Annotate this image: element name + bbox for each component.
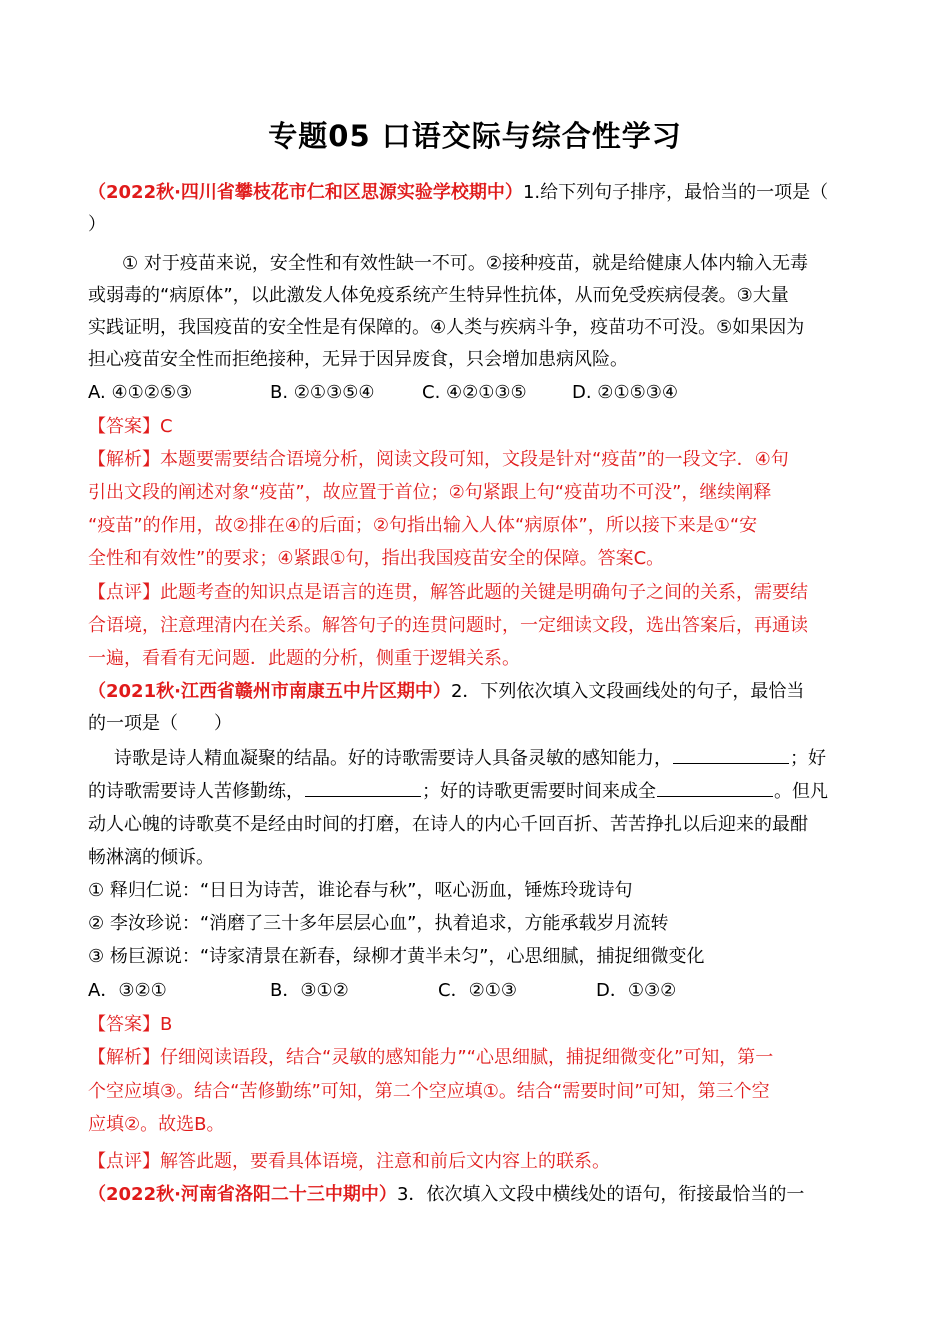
q3-source: （2022秋·河南省洛阳二十三中期中） <box>88 1184 397 1205</box>
q2-comment: 【点评】解答此题，要看具体语境，注意和前后文内容上的联系。 <box>88 1151 610 1172</box>
q2-para-line <box>114 744 826 774</box>
q2-option-a: A．③②① <box>88 980 167 1001</box>
q2-para-text: ；好的诗歌更需要时间来成全 <box>422 781 656 802</box>
q2-stem-cont: 的一项是（ ） <box>88 713 232 734</box>
q3-stem: 3．依次填入文段中横线处的语句，衔接最恰当的一 <box>396 1184 805 1205</box>
q2-option-b: B．③①② <box>270 980 349 1001</box>
q2-para-text: 的诗歌需要诗人苦修勤练， <box>88 781 304 802</box>
q1-option-b: B. ②①③⑤④ <box>270 382 375 403</box>
q2-option-c: C．②①③ <box>438 980 517 1001</box>
q2-para-line: 动人心魄的诗歌莫不是经由时间的打磨，在诗人的内心千回百折、苦苦挣扎以后迎来的最酣 <box>88 814 808 835</box>
q1-source: （2022秋·四川省攀枝花市仁和区思源实验学校期中） <box>88 182 523 203</box>
q1-analysis-line: 【解析】本题要需要结合语境分析，阅读文段可知，文段是针对“疫苗”的一段文字．④句 <box>88 449 789 470</box>
q1-comment-line: 合语境，注意理清内在关系。解答句子的连贯问题时，一定细读文段，选出答案后，再通读 <box>88 615 808 636</box>
q2-item: ③ 杨巨源说：“诗家清景在新春，绿柳才黄半未匀”，心思细腻，捕捉细微变化 <box>88 946 705 967</box>
q1-para-line: ① 对于疫苗来说，安全性和有效性缺一不可。②接种疫苗，就是给健康人体内输入无毒 <box>122 253 808 274</box>
q1-para-line: 或弱毒的“病原体”，以此激发人体免疫系统产生特异性抗体，从而免受疾病侵袭。③大量 <box>88 285 789 306</box>
q1-analysis-line: “疫苗”的作用，故②排在④的后面；②句指出输入人体“病原体”，所以接下来是①“安 <box>88 515 758 536</box>
q2-header <box>88 677 804 707</box>
q1-option-c: C. ④②①③⑤ <box>422 382 527 403</box>
q2-option-d: D．①③② <box>596 980 677 1001</box>
q2-analysis-line: 【解析】仔细阅读语段，结合“灵敏的感知能力”“心思细腻，捕捉细微变化”可知，第一 <box>88 1047 774 1068</box>
q2-para-text: ；好 <box>790 748 826 769</box>
q2-para-text: 诗歌是诗人精血凝聚的结晶。好的诗歌需要诗人具备灵敏的感知能力， <box>114 748 672 769</box>
q2-source: （2021秋·江西省赣州市南康五中片区期中） <box>88 681 451 702</box>
q1-para-line: 实践证明，我国疫苗的安全性是有保障的。④人类与疾病斗争，疫苗功不可没。⑤如果因为 <box>88 317 805 338</box>
q1-para-line: 担心疫苗安全性而拒绝接种，无异于因异废食，只会增加患病风险。 <box>88 349 628 370</box>
q1-comment-line: 一遍，看看有无问题．此题的分析，侧重于逻辑关系。 <box>88 648 520 669</box>
q1-answer: 【答案】C <box>88 416 173 437</box>
q2-stem: 2．下列依次填入文段画线处的句子，最恰当 <box>450 681 805 702</box>
q2-item: ② 李汝珍说：“消磨了三十多年层层心血”，执着追求，方能承载岁月流转 <box>88 913 669 934</box>
q2-analysis-line: 个空应填③。结合“苦修勤练”可知，第二个空应填①。结合“需要时间”可知，第三个空 <box>88 1081 770 1102</box>
fill-blank-2 <box>305 778 421 797</box>
page-title: 专题05 口语交际与综合性学习 <box>268 119 682 153</box>
q1-analysis-line: 引出文段的阐述对象“疫苗”，故应置于首位；②句紧跟上句“疫苗功不可没”，继续阐释 <box>88 482 772 503</box>
q1-option-a: A. ④①②⑤③ <box>88 382 193 403</box>
q1-stem-cont: ） <box>88 214 106 235</box>
q2-para-line <box>88 777 828 807</box>
q2-answer: 【答案】B <box>88 1014 173 1035</box>
fill-blank-1 <box>673 745 789 764</box>
q2-para-text: 。但凡 <box>774 781 828 802</box>
q3-header <box>88 1180 804 1210</box>
q2-item: ① 释归仁说：“日日为诗苦，谁论春与秋”，呕心沥血，锤炼玲珑诗句 <box>88 880 633 901</box>
q1-comment-line: 【点评】此题考查的知识点是语言的连贯，解答此题的关键是明确句子之间的关系，需要结 <box>88 582 808 603</box>
q1-header <box>88 178 828 208</box>
q1-analysis-line: 全性和有效性”的要求；④紧跟①句，指出我国疫苗安全的保障。答案C。 <box>88 548 665 569</box>
q2-para-line: 畅淋漓的倾诉。 <box>88 847 214 868</box>
q1-stem: 1.给下列句子排序，最恰当的一项是（ <box>522 182 829 203</box>
q1-option-d: D. ②①⑤③④ <box>572 382 678 403</box>
fill-blank-3 <box>657 778 773 797</box>
q2-analysis-line: 应填②。故选B。 <box>88 1114 225 1135</box>
